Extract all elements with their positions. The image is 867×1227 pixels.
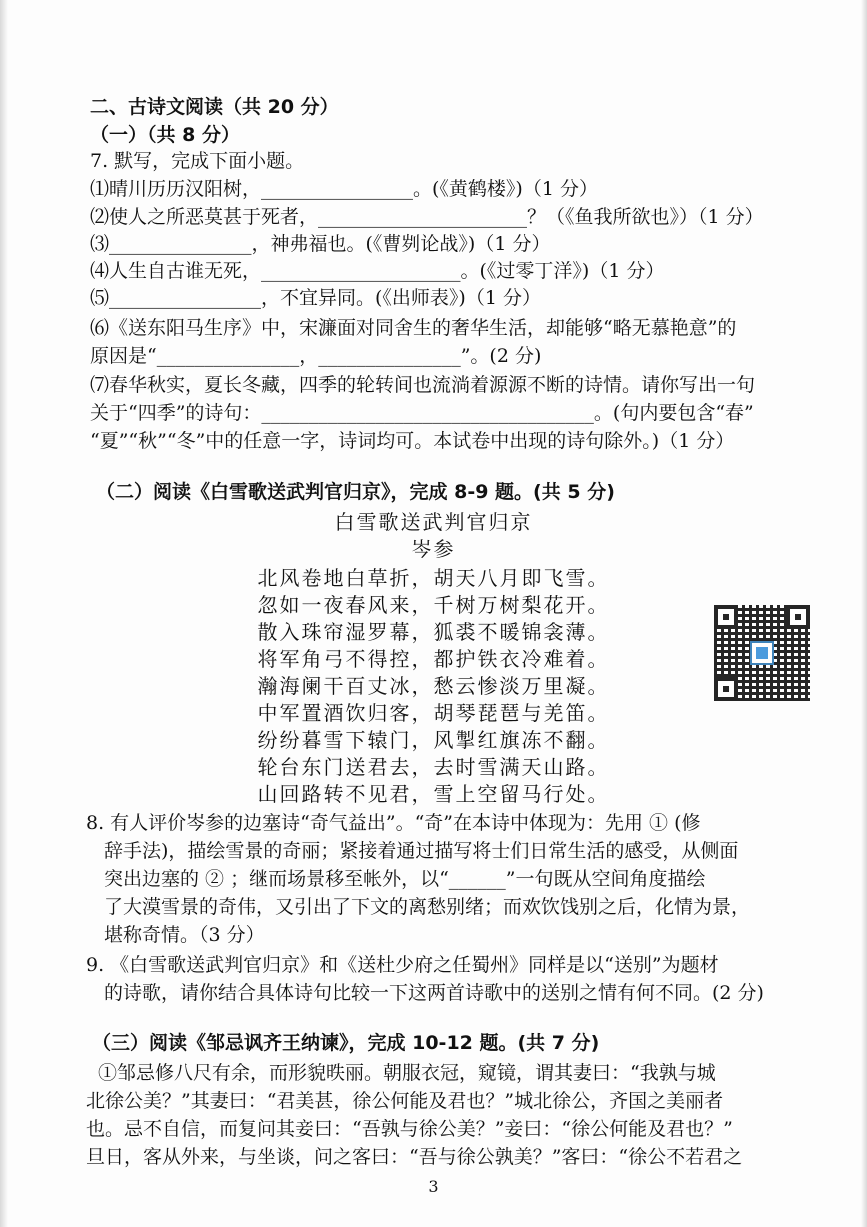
part2-header: （二）阅读《白雪歌送武判官归京》，完成 8-9 题。(共 5 分)	[96, 481, 615, 503]
part3-header: （三）阅读《邹忌讽齐王纳谏》，完成 10-12 题。(共 7 分)	[92, 1032, 600, 1054]
passage-line: ①邹忌修八尺有余，而形貌昳丽。朝服衣冠，窥镜，谓其妻曰：“我孰与城	[98, 1062, 716, 1084]
qr-logo-icon	[750, 641, 774, 665]
q7-item: ⑸________________，不宜异同。(《出师表》)（1 分）	[90, 287, 541, 309]
q7-item: 原因是“_______________，_______________”。(2 分)	[90, 345, 542, 367]
part1-header: （一）（共 8 分）	[90, 124, 240, 146]
q8-line: 了大漠雪景的奇伟，又引出了下文的离愁别绪；而欢饮饯别之后，化情为景，	[104, 896, 751, 918]
passage-line: 北徐公美？”其妻曰：“君美甚，徐公何能及君也？”城北徐公，齐国之美丽者	[86, 1090, 724, 1112]
page-number: 3	[428, 1177, 439, 1196]
qr-finder-pattern	[714, 605, 738, 629]
qr-code-image	[714, 605, 810, 701]
q8-line: 辞手法)，描绘雪景的奇丽；紧接着通过描写将士们日常生活的感受，从侧面	[104, 840, 739, 862]
section-title: 二、古诗文阅读（共 20 分）	[90, 96, 339, 118]
poem-author: 岑参	[411, 537, 456, 561]
q7-item: ⑹《送东阳马生序》中，宋濂面对同舍生的奢华生活，却能够“略无慕艳意”的	[90, 317, 737, 339]
q7-intro: 7. 默写，完成下面小题。	[90, 150, 305, 172]
q7-item: ⑷人生自古谁无死，_____________________。(《过零丁洋》)（1 分）	[90, 260, 665, 282]
passage-line: 旦日，客从外来，与坐谈，问之客曰：“吾与徐公孰美？”客曰：“徐公不若君之	[86, 1146, 743, 1168]
poem-title: 白雪歌送武判官归京	[334, 510, 533, 534]
q8-line: 8. 有人评价岑参的边塞诗“奇气益出”。“奇”在本诗中体现为：先用 ① (修	[86, 812, 701, 834]
poem-line: 北风卷地白草折，胡天八月即飞雪。	[257, 566, 610, 590]
poem-line: 将军角弓不得控，都护铁衣冷难着。	[257, 647, 610, 671]
poem-line: 散入珠帘湿罗幕，狐裘不暖锦衾薄。	[257, 620, 610, 644]
q7-item: 关于“四季”的诗句：___________________________________。(句内要包含“春”	[90, 402, 754, 424]
q7-item: ⑴晴川历历汉阳树，________________。(《黄鹤楼》)（1 分）	[90, 178, 598, 200]
poem-line: 中军置酒饮归客，胡琴琵琶与羌笛。	[257, 701, 610, 725]
q7-item: ⑺春华秋实，夏长冬藏，四季的轮转间也流淌着源源不断的诗情。请你写出一句	[90, 374, 756, 396]
q9-line: 的诗歌，请你结合具体诗句比较一下这两首诗歌中的送别之情有何不同。(2 分)	[104, 982, 764, 1004]
qr-finder-pattern	[786, 605, 810, 629]
q7-item: ⑶_______________，神弗福也。(《曹刿论战》)（1 分）	[90, 233, 551, 255]
q9-line: 9. 《白雪歌送武判官归京》和《送杜少府之任蜀州》同样是以“送别”为题材	[86, 954, 719, 976]
poem-line: 瀚海阑干百丈冰，愁云惨淡万里凝。	[257, 674, 610, 698]
qr-finder-pattern	[714, 677, 738, 701]
q8-line: 突出边塞的 ② ；继而场景移至帐外，以“______”一句既从空间角度描绘	[104, 868, 706, 890]
poem-line: 轮台东门送君去，去时雪满天山路。	[257, 755, 610, 779]
q7-item: ⑵使人之所恶莫甚于死者，______________________？（《鱼我所欲也》）（1 分）	[90, 206, 764, 228]
q8-line: 堪称奇情。（3 分）	[104, 924, 265, 946]
passage-line: 也。忌不自信，而复问其妾曰：“吾孰与徐公美？”妾曰：“徐公何能及君也？”	[86, 1118, 733, 1140]
q7-item: “夏”“秋”“冬”中的任意一字，诗词均可。本试卷中出现的诗句除外。)（1 分）	[90, 430, 735, 452]
poem-line: 忽如一夜春风来，千树万树梨花开。	[257, 593, 610, 617]
poem-line: 纷纷暮雪下辕门，风掣红旗冻不翻。	[257, 728, 610, 752]
poem-line: 山回路转不见君，雪上空留马行处。	[257, 782, 610, 806]
